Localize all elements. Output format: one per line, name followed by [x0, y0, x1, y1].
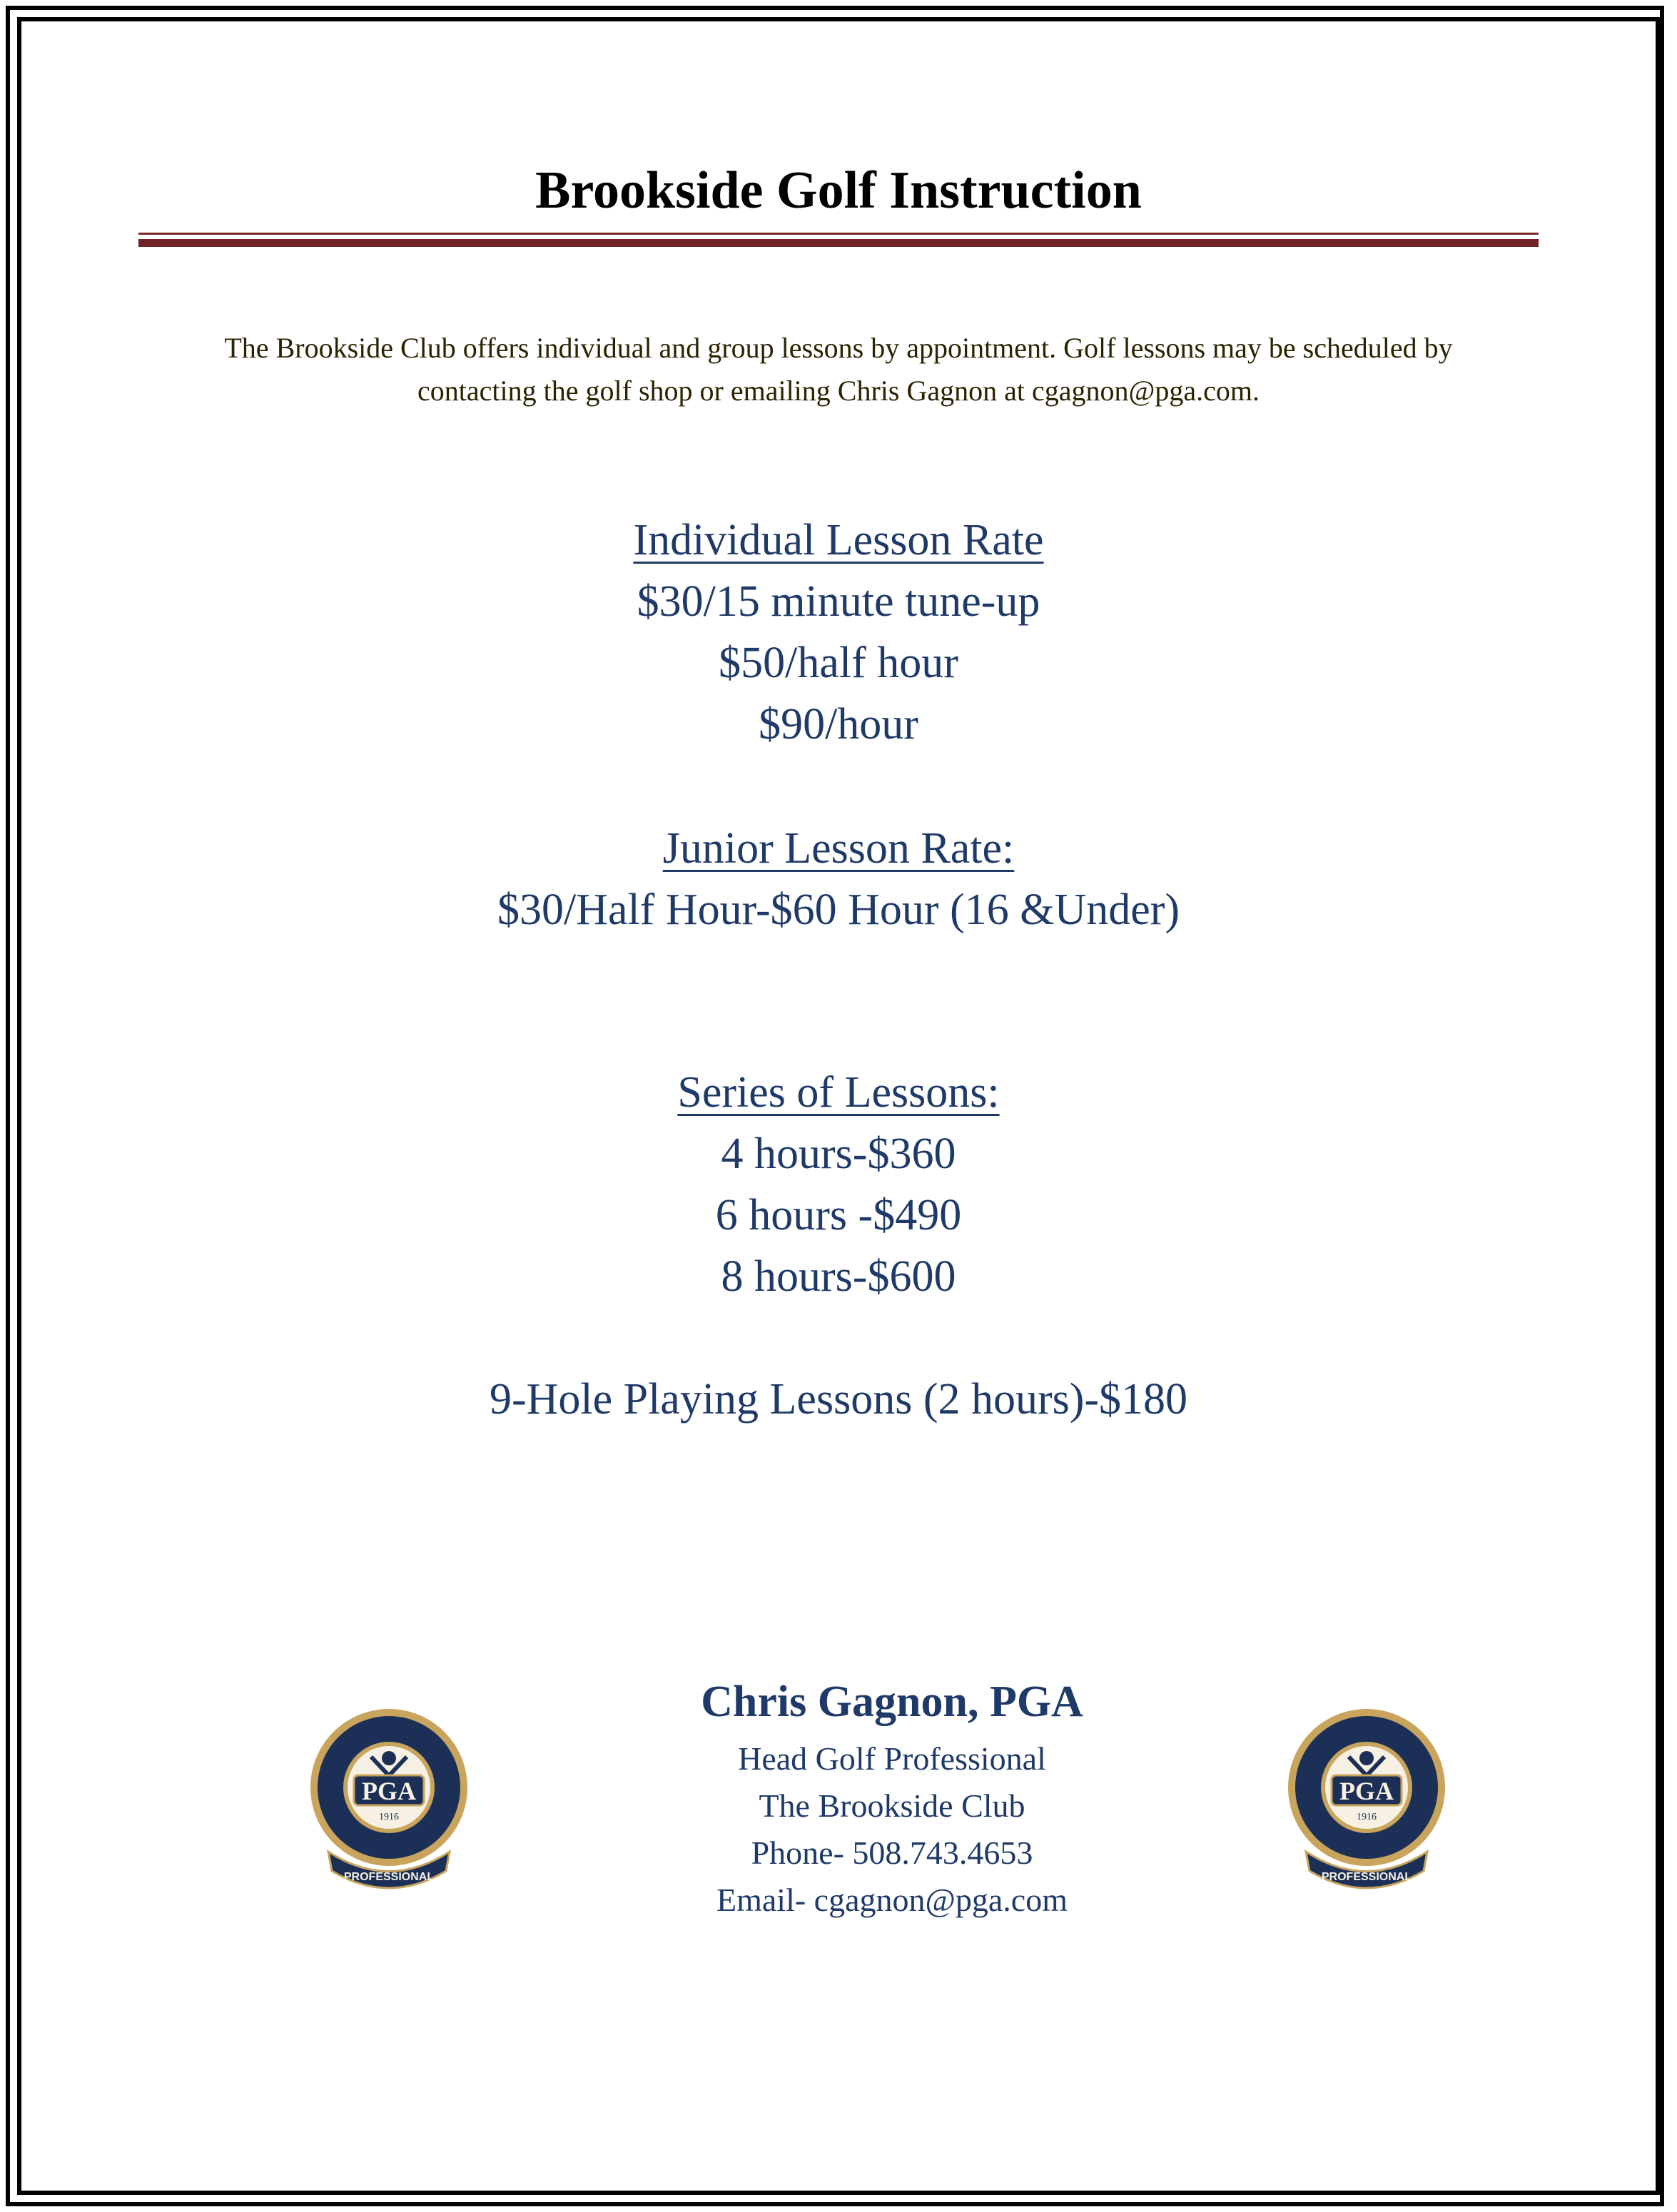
contact-phone: Phone- 508.743.4653 — [751, 1835, 1033, 1871]
intro-paragraph — [128, 327, 1549, 412]
contact-email: Email- cgagnon@pga.com — [716, 1882, 1068, 1918]
pga-emblem-icon — [307, 1705, 471, 1898]
junior-rate: $30/Half Hour-$60 Hour (16 &Under) — [497, 886, 1180, 934]
title-rule-thick — [138, 239, 1539, 247]
individual-rate-3: $90/hour — [759, 700, 918, 749]
svg-text:PGA: PGA — [1339, 1777, 1394, 1805]
junior-lesson-heading: Junior Lesson Rate: — [662, 824, 1015, 873]
series-rate-2: 6 hours -$490 — [715, 1191, 962, 1239]
svg-text:1916: 1916 — [1357, 1812, 1377, 1822]
contact-role: Head Golf Professional — [738, 1740, 1046, 1777]
series-rate-3: 8 hours-$600 — [721, 1252, 956, 1301]
svg-text:1916: 1916 — [379, 1812, 399, 1822]
page-title: Brookside Golf Instruction — [535, 161, 1142, 220]
individual-rate-1: $30/15 minute tune-up — [637, 577, 1040, 626]
intro-line-1: The Brookside Club offers individual and group lessons by appointment. Golf lessons may be scheduled by — [224, 332, 1453, 364]
pga-emblem-icon — [1285, 1705, 1449, 1898]
series-lesson-heading: Series of Lessons: — [677, 1068, 1000, 1117]
svg-text:PROFESSIONAL: PROFESSIONAL — [343, 1871, 435, 1883]
intro-line-2: contacting the golf shop or emailing Chris Gagnon at cgagnon@pga.com. — [417, 375, 1260, 407]
individual-lesson-heading: Individual Lesson Rate — [633, 516, 1044, 564]
individual-rate-2: $50/half hour — [719, 639, 958, 687]
svg-text:PROFESSIONAL: PROFESSIONAL — [1321, 1871, 1412, 1883]
playing-lesson-rate: 9-Hole Playing Lessons (2 hours)-$180 — [489, 1375, 1188, 1424]
series-rate-1: 4 hours-$360 — [721, 1130, 956, 1178]
svg-text:PGA: PGA — [362, 1777, 416, 1805]
contact-name: Chris Gagnon, PGA — [701, 1678, 1083, 1726]
contact-club: The Brookside Club — [759, 1787, 1025, 1824]
title-rule-thin — [138, 233, 1539, 235]
